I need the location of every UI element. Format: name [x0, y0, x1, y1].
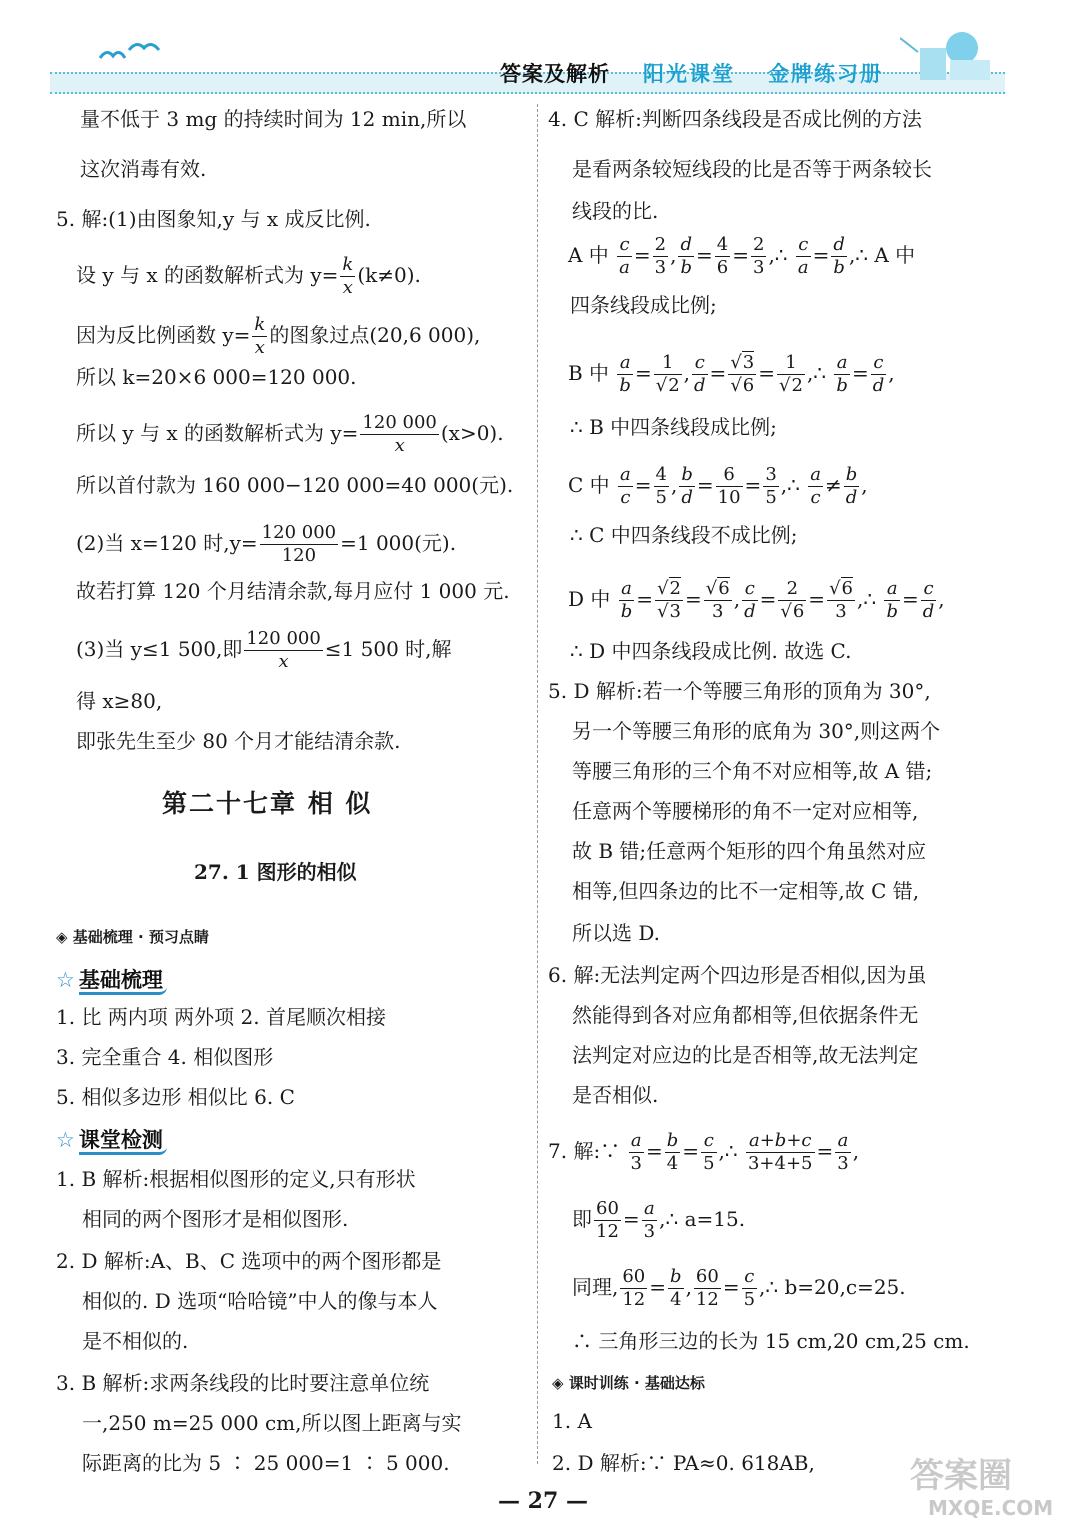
denominator: d — [845, 487, 858, 508]
numerator: 2 — [654, 234, 667, 255]
fraction — [921, 580, 937, 621]
numerator: b — [681, 464, 693, 485]
math-line-B: B 中 $\frac{a}{b}$ = $\frac{1}{√2}$ , $\frac{c}{d}$ = $\frac{√3}{√6}$ = $\frac{1}{√2}$ ,∴ $\frac{a}{b}$ = $\frac{c}{d}$ , — [568, 352, 895, 396]
denominator: 4 — [666, 1153, 679, 1174]
fraction — [692, 354, 708, 395]
text: (x>0). — [440, 421, 504, 445]
fraction — [260, 524, 338, 565]
q5-line: 所以首付款为 160 000−120 000=40 000(元). — [76, 473, 514, 497]
denominator: d — [694, 375, 706, 396]
numerator: 60 — [695, 1266, 719, 1287]
text: ≤1 500 时,解 — [324, 637, 452, 661]
math-line-7: 7. 解:∵ $\frac{a}{3}$ = $\frac{b}{4}$ = $\frac{c}{5}$ ,∴ $\frac{a+b+c}{3+4+5}$ = $\frac{a}{3}$ , — [548, 1130, 860, 1174]
fraction — [701, 1132, 716, 1173]
q5-line — [76, 630, 452, 671]
denominator: 3 — [643, 1221, 656, 1242]
denominator: √3 — [657, 601, 681, 622]
page-number-value: 27 — [527, 1488, 559, 1514]
text: D 中 — [568, 587, 611, 611]
answer-line: 故 B 错;任意两个矩形的四个角虽然对应 — [572, 839, 927, 863]
denominator: 3+4+5 — [747, 1153, 813, 1174]
answer-line: 所以选 D. — [572, 921, 661, 945]
answer-line: 然能得到各对应角都相等,但依据条件无 — [572, 1003, 919, 1027]
fraction — [678, 236, 694, 277]
fraction — [244, 630, 322, 671]
answer-line: 5. D 解析:若一个等腰三角形的顶角为 30°, — [548, 679, 931, 703]
denominator: a — [797, 257, 809, 278]
fraction — [728, 354, 756, 395]
denominator: 3 — [654, 257, 667, 278]
math-line-7b: 即 $\frac{60}{12}$ = $\frac{a}{3}$ ,∴ a=15. — [572, 1198, 746, 1242]
numerator: 120 000 — [261, 522, 337, 543]
numerator: c — [921, 580, 937, 601]
fraction — [360, 414, 438, 455]
answer-line: 线段的比. — [572, 199, 659, 223]
denominator: 12 — [596, 1221, 619, 1242]
star-icon: ☆ — [56, 1128, 75, 1152]
fraction — [835, 1132, 850, 1173]
fraction — [694, 1268, 721, 1309]
fraction — [619, 580, 635, 621]
answer-line: 1. A — [552, 1409, 592, 1433]
numerator: a+b+c — [746, 1132, 815, 1153]
numerator: 1 — [654, 354, 682, 375]
header-title: 答案及解析 — [500, 61, 610, 86]
answer-line: 另一个等腰三角形的底角为 30°,则这两个 — [572, 719, 941, 743]
numerator: b — [666, 1130, 679, 1151]
numerator: a — [810, 464, 821, 485]
fraction — [827, 580, 855, 621]
fraction — [679, 466, 695, 507]
numerator: c — [742, 1268, 757, 1289]
text: (2)当 x=120 时,y= — [76, 531, 258, 555]
denominator: d — [922, 601, 935, 622]
section-tag-label: 课时训练 · 基础达标 — [568, 1374, 705, 1392]
text: 因为反比例函数 y= — [76, 323, 251, 347]
answer-line: 3. 完全重合 4. 相似图形 — [56, 1045, 274, 1069]
section-title: 27. 1 图形的相似 — [194, 860, 357, 884]
denominator: 5 — [765, 487, 777, 508]
fraction — [655, 580, 683, 621]
answer-line: 3. B 解析:求两条线段的比时要注意单位统 — [56, 1371, 430, 1395]
fraction — [668, 1268, 684, 1309]
header-brand: 阳光课堂 — [643, 61, 735, 86]
fraction — [796, 236, 811, 277]
denominator: √2 — [655, 375, 680, 396]
denominator: 5 — [743, 1289, 756, 1310]
numerator: a — [835, 1132, 850, 1153]
numerator: 6 — [716, 466, 743, 487]
numerator: 4 — [716, 234, 729, 255]
section-tag — [552, 1372, 705, 1393]
answer-line: 2. D 解析:∵ PA≈0. 618AB, — [552, 1451, 815, 1475]
answer-line: 际距离的比为 5 ∶ 25 000=1 ∶ 5 000. — [82, 1451, 450, 1475]
numerator: b — [670, 1266, 682, 1287]
denominator: x — [278, 651, 289, 672]
fraction — [617, 354, 633, 395]
denominator: d — [744, 601, 756, 622]
numerator: √6 — [705, 578, 730, 599]
watermark-url: MXQE.COM — [928, 1496, 1054, 1520]
numerator: a — [620, 464, 631, 485]
fraction — [742, 580, 758, 621]
book-icon: ◈ — [56, 928, 68, 946]
numerator: a — [629, 1132, 644, 1153]
denominator: x — [254, 337, 265, 358]
text: ,∴ A 中 — [848, 243, 916, 267]
numerator: k — [342, 254, 354, 275]
fraction — [834, 354, 850, 395]
answer-line: 是否相似. — [572, 1083, 659, 1107]
text: ,∴ a=15. — [659, 1207, 746, 1231]
math-line-C: C 中 $\frac{a}{c}$ = $\frac{4}{5}$ , $\frac{b}{d}$ = $\frac{6}{10}$ = $\frac{3}{5}$ ,∴ $\frac{a}{c}$ ≠ $\frac{b}{d}$ , — [568, 464, 868, 508]
fraction — [808, 466, 823, 507]
numerator: a — [617, 354, 633, 375]
denominator: 3 — [630, 1153, 642, 1174]
numerator: a — [834, 354, 850, 375]
denominator: 3 — [753, 257, 765, 278]
denominator: 5 — [703, 1153, 715, 1174]
fraction — [777, 354, 805, 395]
answer-line: 2. D 解析:A、B、C 选项中的两个图形都是 — [56, 1249, 442, 1273]
fraction — [844, 466, 860, 507]
text: A 中 — [568, 243, 609, 267]
denominator: b — [833, 257, 845, 278]
fraction — [252, 316, 267, 357]
answer-line: 相同的两个图形才是相似图形. — [82, 1207, 349, 1231]
denominator: 3 — [712, 601, 724, 622]
answer-line: 一,250 m=25 000 cm,所以图上距离与实 — [82, 1411, 462, 1435]
text: 7. 解:∵ — [548, 1139, 621, 1163]
denominator: b — [836, 375, 848, 396]
q5-line: 得 x≥80, — [76, 689, 163, 713]
numerator: 60 — [596, 1198, 619, 1219]
answer-line: 相等,但四条边的比不一定相等,故 C 错, — [572, 879, 920, 903]
fraction — [654, 354, 682, 395]
answer-line: 4. C 解析:判断四条线段是否成比例的方法 — [548, 107, 922, 131]
text: 同理, — [572, 1275, 619, 1299]
fraction — [629, 1132, 644, 1173]
answer-line: 1. B 解析:根据相似图形的定义,只有形状 — [56, 1167, 416, 1191]
answer-line: ∴ C 中四条线段不成比例; — [570, 523, 798, 547]
answer-line: 6. 解:无法判定两个四边形是否相似,因为虽 — [548, 963, 927, 987]
denominator: c — [620, 487, 631, 508]
denominator: x — [342, 277, 353, 298]
denominator: 3 — [837, 1153, 849, 1174]
numerator: c — [742, 580, 758, 601]
numerator: d — [833, 234, 845, 255]
numerator: √2 — [657, 578, 681, 599]
denominator: 10 — [717, 487, 741, 508]
denominator: a — [619, 257, 630, 278]
subhead-label: 基础梳理 — [79, 968, 167, 995]
header-brand-2: 金牌练习册 — [768, 61, 883, 86]
denominator: 12 — [622, 1289, 646, 1310]
text: 即 — [572, 1207, 592, 1231]
numerator: c — [871, 354, 887, 375]
section-tag-label: 基础梳理 · 预习点睛 — [72, 928, 209, 946]
fraction — [778, 580, 806, 621]
answer-line: 法判定对应边的比是否相等,故无法判定 — [572, 1043, 919, 1067]
math-line-A: A 中 $\frac{c}{a}$ = $\frac{2}{3}$ , $\frac{d}{b}$ = $\frac{4}{6}$ = $\frac{2}{3}$ ,∴ $\frac{c}{a}$ = $\frac{d}{b}$ ,∴ A 中 — [568, 234, 916, 278]
fraction — [654, 466, 669, 507]
fraction — [594, 1200, 621, 1241]
text-line: 量不低于 3 mg 的持续时间为 12 min,所以 — [80, 107, 467, 131]
q5-line: 故若打算 120 个月结清余款,每月应付 1 000 元. — [76, 579, 510, 603]
birds-icon — [95, 38, 165, 68]
q5-line: 5. 解:(1)由图象知,y 与 x 成反比例. — [56, 207, 371, 231]
numerator: √6 — [829, 578, 853, 599]
text-line: 这次消毒有效. — [80, 157, 207, 181]
text: 所以 y 与 x 的函数解析式为 y= — [76, 421, 359, 445]
answer-line: 1. 比 两内项 两外项 2. 首尾顺次相接 — [56, 1005, 386, 1029]
section-tag — [56, 926, 209, 947]
text: 设 y 与 x 的函数解析式为 y= — [76, 263, 339, 287]
globe-decoration-icon — [900, 18, 1010, 88]
math-line-D: D 中 $\frac{a}{b}$ = $\frac{√2}{√3}$ = $\frac{√6}{3}$ , $\frac{c}{d}$ = $\frac{2}{√6}$ = $\frac{√6}{3}$ ,∴ $\frac{a}{b}$ = $\frac{c}{d}$ , — [568, 578, 945, 622]
star-icon: ☆ — [56, 968, 75, 992]
numerator: c — [692, 354, 708, 375]
q5-line: 所以 k=20×6 000=120 000. — [76, 365, 357, 389]
answer-line: ∴ B 中四条线段成比例; — [570, 415, 777, 439]
fraction — [704, 580, 732, 621]
denominator: d — [872, 375, 885, 396]
numerator: c — [617, 236, 632, 257]
answer-line: ∴ 三角形三边的长为 15 cm,20 cm,25 cm. — [572, 1329, 970, 1353]
denominator: 120 — [281, 545, 317, 566]
q5-line: 即张先生至少 80 个月才能结清余款. — [76, 729, 401, 753]
text: C 中 — [568, 473, 610, 497]
numerator: 4 — [655, 464, 667, 485]
fraction — [884, 580, 900, 621]
fraction — [751, 236, 766, 277]
denominator: x — [394, 435, 405, 456]
q5-line — [76, 524, 456, 565]
answer-line: 等腰三角形的三个角不对应相等,故 A 错; — [572, 759, 933, 783]
fraction — [763, 466, 778, 507]
answer-line: 是不相似的. — [82, 1329, 189, 1353]
answer-line: ∴ D 中四条线段成比例. 故选 C. — [570, 639, 852, 663]
fraction — [831, 236, 847, 277]
fraction — [620, 1268, 647, 1309]
numerator: a — [642, 1200, 657, 1221]
denominator: c — [810, 487, 821, 508]
denominator: 4 — [670, 1289, 682, 1310]
numerator: c — [796, 236, 811, 257]
denominator: √6 — [780, 601, 805, 622]
answer-line: 5. 相似多边形 相似比 6. C — [56, 1085, 295, 1109]
numerator: c — [701, 1132, 716, 1153]
denominator: b — [619, 375, 631, 396]
answer-line: 四条线段成比例; — [570, 293, 717, 317]
text: (3)当 y≤1 500,即 — [76, 637, 243, 661]
fraction — [746, 1132, 815, 1173]
fraction — [715, 236, 730, 277]
text: 的图象过点(20,6 000), — [269, 323, 481, 347]
numerator: 120 000 — [246, 628, 321, 649]
denominator: b — [620, 601, 633, 622]
page-number: — 27 — — [498, 1488, 588, 1514]
answer-line: 相似的. D 选项“哈哈镜”中人的像与本人 — [82, 1289, 438, 1313]
q5-line — [76, 414, 504, 455]
numerator: a — [884, 580, 900, 601]
q5-line — [76, 316, 480, 357]
denominator: 12 — [695, 1289, 719, 1310]
fraction — [665, 1132, 681, 1173]
denominator: 3 — [835, 601, 847, 622]
fraction — [340, 256, 355, 297]
watermark: 答案圈 — [910, 1456, 1012, 1496]
text: B 中 — [568, 361, 610, 385]
numerator: 2 — [753, 234, 765, 255]
fraction — [653, 236, 668, 277]
text: (k≠0). — [357, 263, 421, 287]
subhead-label: 课堂检测 — [79, 1128, 167, 1155]
numerator: d — [680, 234, 693, 255]
answer-line: 任意两个等腰梯形的角不一定对应相等, — [572, 799, 919, 823]
fraction — [871, 354, 887, 395]
subhead — [56, 1124, 167, 1154]
numerator: 3 — [765, 464, 777, 485]
q5-line — [76, 256, 421, 297]
text: ,∴ b=20,c=25. — [759, 1275, 906, 1299]
denominator: b — [886, 601, 898, 622]
chapter-title: 第二十七章 相 似 — [162, 789, 373, 818]
denominator: √2 — [779, 375, 803, 396]
numerator: √3 — [730, 352, 755, 373]
denominator: d — [681, 487, 693, 508]
numerator: b — [845, 464, 858, 485]
fraction — [617, 236, 632, 277]
math-line-7c: 同理, $\frac{60}{12}$ = $\frac{b}{4}$ , $\frac{60}{12}$ = $\frac{c}{5}$ ,∴ b=20,c=25. — [572, 1266, 906, 1310]
fraction — [716, 466, 743, 507]
denominator: √6 — [730, 375, 755, 396]
column-divider — [537, 104, 538, 1464]
fraction — [618, 466, 633, 507]
text: =1 000(元). — [340, 531, 457, 555]
page-header — [0, 0, 1086, 95]
numerator: a — [619, 580, 635, 601]
denominator: b — [680, 257, 693, 278]
numerator: 1 — [777, 354, 805, 375]
subhead — [56, 964, 167, 994]
numerator: k — [254, 314, 266, 335]
denominator: 6 — [716, 257, 729, 278]
denominator: 5 — [655, 487, 667, 508]
fraction — [642, 1200, 657, 1241]
numerator: 60 — [622, 1266, 646, 1287]
numerator: 120 000 — [362, 412, 437, 433]
book-icon: ◈ — [552, 1374, 564, 1392]
fraction — [742, 1268, 757, 1309]
answer-line: 是看两条较短线段的比是否等于两条较长 — [572, 157, 932, 181]
numerator: 2 — [778, 580, 806, 601]
